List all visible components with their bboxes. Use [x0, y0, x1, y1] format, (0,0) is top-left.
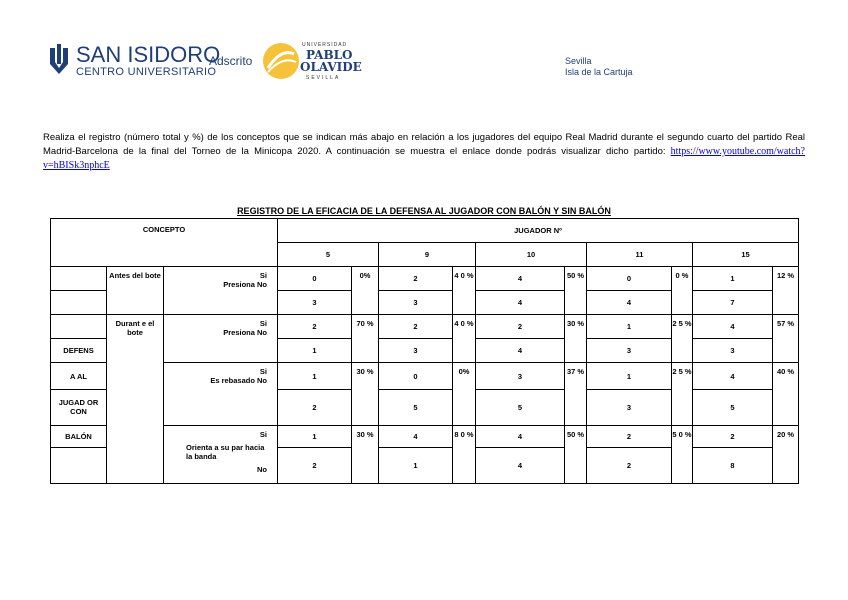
pct-cell: 50 %	[565, 267, 587, 315]
table-cell: 8	[693, 447, 773, 483]
pct-cell: 40 %	[773, 363, 799, 425]
table-cell: 5	[693, 389, 773, 425]
pct-cell: 2 5 %	[672, 315, 693, 363]
side-label-balon: BALÓN	[51, 425, 107, 447]
jugador-header: JUGADOR Nº	[278, 219, 799, 243]
phase-durante: Durant e el bote	[107, 315, 164, 484]
phase-antes: Antes del bote	[107, 267, 164, 315]
table-cell: 1	[587, 315, 672, 339]
player-10-header: 10	[476, 243, 587, 267]
table-cell: 2	[278, 315, 352, 339]
pablo-olavide-emblem-icon	[262, 42, 300, 80]
action-rebasado	[164, 363, 278, 425]
table-cell: 4	[693, 315, 773, 339]
pablo-olavide-univ: UNIVERSIDAD	[302, 42, 348, 48]
intro-paragraph	[43, 131, 805, 173]
action-label: Es rebasado	[210, 376, 255, 386]
adscrito-label: Adscrito	[209, 54, 253, 68]
side-empty-4	[51, 447, 107, 483]
table-cell: 2	[278, 389, 352, 425]
table-cell: 3	[379, 291, 453, 315]
table-cell: 0	[587, 267, 672, 291]
location	[565, 56, 633, 78]
player-5-header: 5	[278, 243, 379, 267]
pablo-olavide-city: SEVILLA	[306, 75, 341, 81]
pct-cell: 5 0 %	[672, 425, 693, 483]
player-15-header: 15	[693, 243, 799, 267]
pct-cell: 20 %	[773, 425, 799, 483]
side-empty-3	[51, 315, 107, 339]
si-label: Si	[259, 319, 268, 329]
si-label: Si	[259, 429, 268, 439]
location-city: Sevilla	[565, 56, 592, 66]
table-cell: 4	[476, 267, 565, 291]
concepto-header: CONCEPTO	[51, 219, 278, 267]
si-label: Si	[259, 271, 268, 281]
no-label: No	[257, 464, 268, 474]
table-cell: 4	[476, 447, 565, 483]
table-cell: 2	[587, 425, 672, 447]
table-cell: 2	[379, 267, 453, 291]
pablo-olavide-name2: OLAVIDE	[300, 60, 362, 74]
table-cell: 4	[587, 291, 672, 315]
table-cell: 2	[587, 447, 672, 483]
player-9-header: 9	[379, 243, 476, 267]
table-cell: 0	[278, 267, 352, 291]
side-empty-1	[51, 267, 107, 291]
table-cell: 3	[587, 339, 672, 363]
table-cell: 2	[693, 425, 773, 447]
pct-cell: 4 0 %	[453, 267, 476, 315]
table-cell: 1	[278, 363, 352, 389]
pct-cell: 12 %	[773, 267, 799, 315]
page-header	[0, 0, 848, 100]
table-cell: 4	[476, 339, 565, 363]
san-isidoro-logo	[48, 44, 220, 78]
si-label: Si	[259, 367, 268, 377]
pct-cell: 70 %	[352, 315, 379, 363]
table-cell: 3	[476, 363, 565, 389]
table-cell: 1	[693, 267, 773, 291]
action-label: Presiona	[223, 280, 255, 290]
action-orienta	[164, 425, 278, 483]
side-empty-2	[51, 291, 107, 315]
pct-cell: 30 %	[352, 425, 379, 483]
no-label: No	[257, 328, 268, 338]
defense-efficacy-table	[50, 218, 799, 484]
san-isidoro-name: SAN ISIDORO	[76, 42, 221, 67]
table-cell: 4	[476, 425, 565, 447]
player-11-header: 11	[587, 243, 693, 267]
table-cell: 3	[693, 339, 773, 363]
location-campus: Isla de la Cartuja	[565, 67, 633, 77]
pct-cell: 0%	[352, 267, 379, 315]
pct-cell: 2 5 %	[672, 363, 693, 425]
table-cell: 4	[693, 363, 773, 389]
table-cell: 5	[476, 389, 565, 425]
table-cell: 3	[379, 339, 453, 363]
pct-cell: 30 %	[565, 315, 587, 363]
table-cell: 1	[278, 339, 352, 363]
pct-cell: 30 %	[352, 363, 379, 425]
pct-cell: 4 0 %	[453, 315, 476, 363]
youtube-link[interactable]: https://www.youtube.com/watch?v=hBISk3nphcE	[43, 146, 805, 171]
side-label-a-al: A AL	[51, 363, 107, 389]
table-cell: 2	[379, 315, 453, 339]
table-cell: 2	[278, 447, 352, 483]
pablo-olavide-name1: PABLO	[306, 48, 353, 62]
side-label-defens: DEFENS	[51, 339, 107, 363]
table-cell: 7	[693, 291, 773, 315]
table-cell: 4	[379, 425, 453, 447]
pct-cell: 50 %	[565, 425, 587, 483]
table-cell: 3	[587, 389, 672, 425]
no-label: No	[257, 280, 268, 290]
intro-text: Realiza el registro (número total y %) de los conceptos que se indican más abajo en relación a los jugadores del equipo Real Madrid durante el segundo cuarto del partido Real Madrid-Barcelona de la final del Torneo de la Minicopa 2020. A continuación se muestra el enlace donde podrás visualizar dicho partido:	[43, 132, 805, 157]
action-presiona-1	[164, 267, 278, 315]
table-cell: 2	[476, 315, 565, 339]
table-cell: 5	[379, 389, 453, 425]
table-title: REGISTRO DE LA EFICACIA DE LA DEFENSA AL JUGADOR CON BALÓN Y SIN BALÓN	[237, 206, 611, 216]
side-label-jugador-con: JUGAD OR CON	[51, 389, 107, 425]
pct-cell: 8 0 %	[453, 425, 476, 483]
table-cell: 1	[379, 447, 453, 483]
pct-cell: 37 %	[565, 363, 587, 425]
san-isidoro-emblem-icon	[48, 44, 70, 74]
table-cell: 3	[278, 291, 352, 315]
action-presiona-2	[164, 315, 278, 363]
table-cell: 1	[278, 425, 352, 447]
pct-cell: 57 %	[773, 315, 799, 363]
table-cell: 4	[476, 291, 565, 315]
table-cell: 1	[587, 363, 672, 389]
action-label: Orienta a su par hacia la banda	[186, 442, 265, 461]
pablo-olavide-logo	[262, 42, 362, 82]
san-isidoro-subtitle: CENTRO UNIVERSITARIO	[76, 66, 217, 78]
action-label: Presiona	[223, 328, 255, 338]
table-cell: 0	[379, 363, 453, 389]
pct-cell: 0%	[453, 363, 476, 425]
no-label: No	[257, 376, 268, 386]
pct-cell: 0 %	[672, 267, 693, 315]
